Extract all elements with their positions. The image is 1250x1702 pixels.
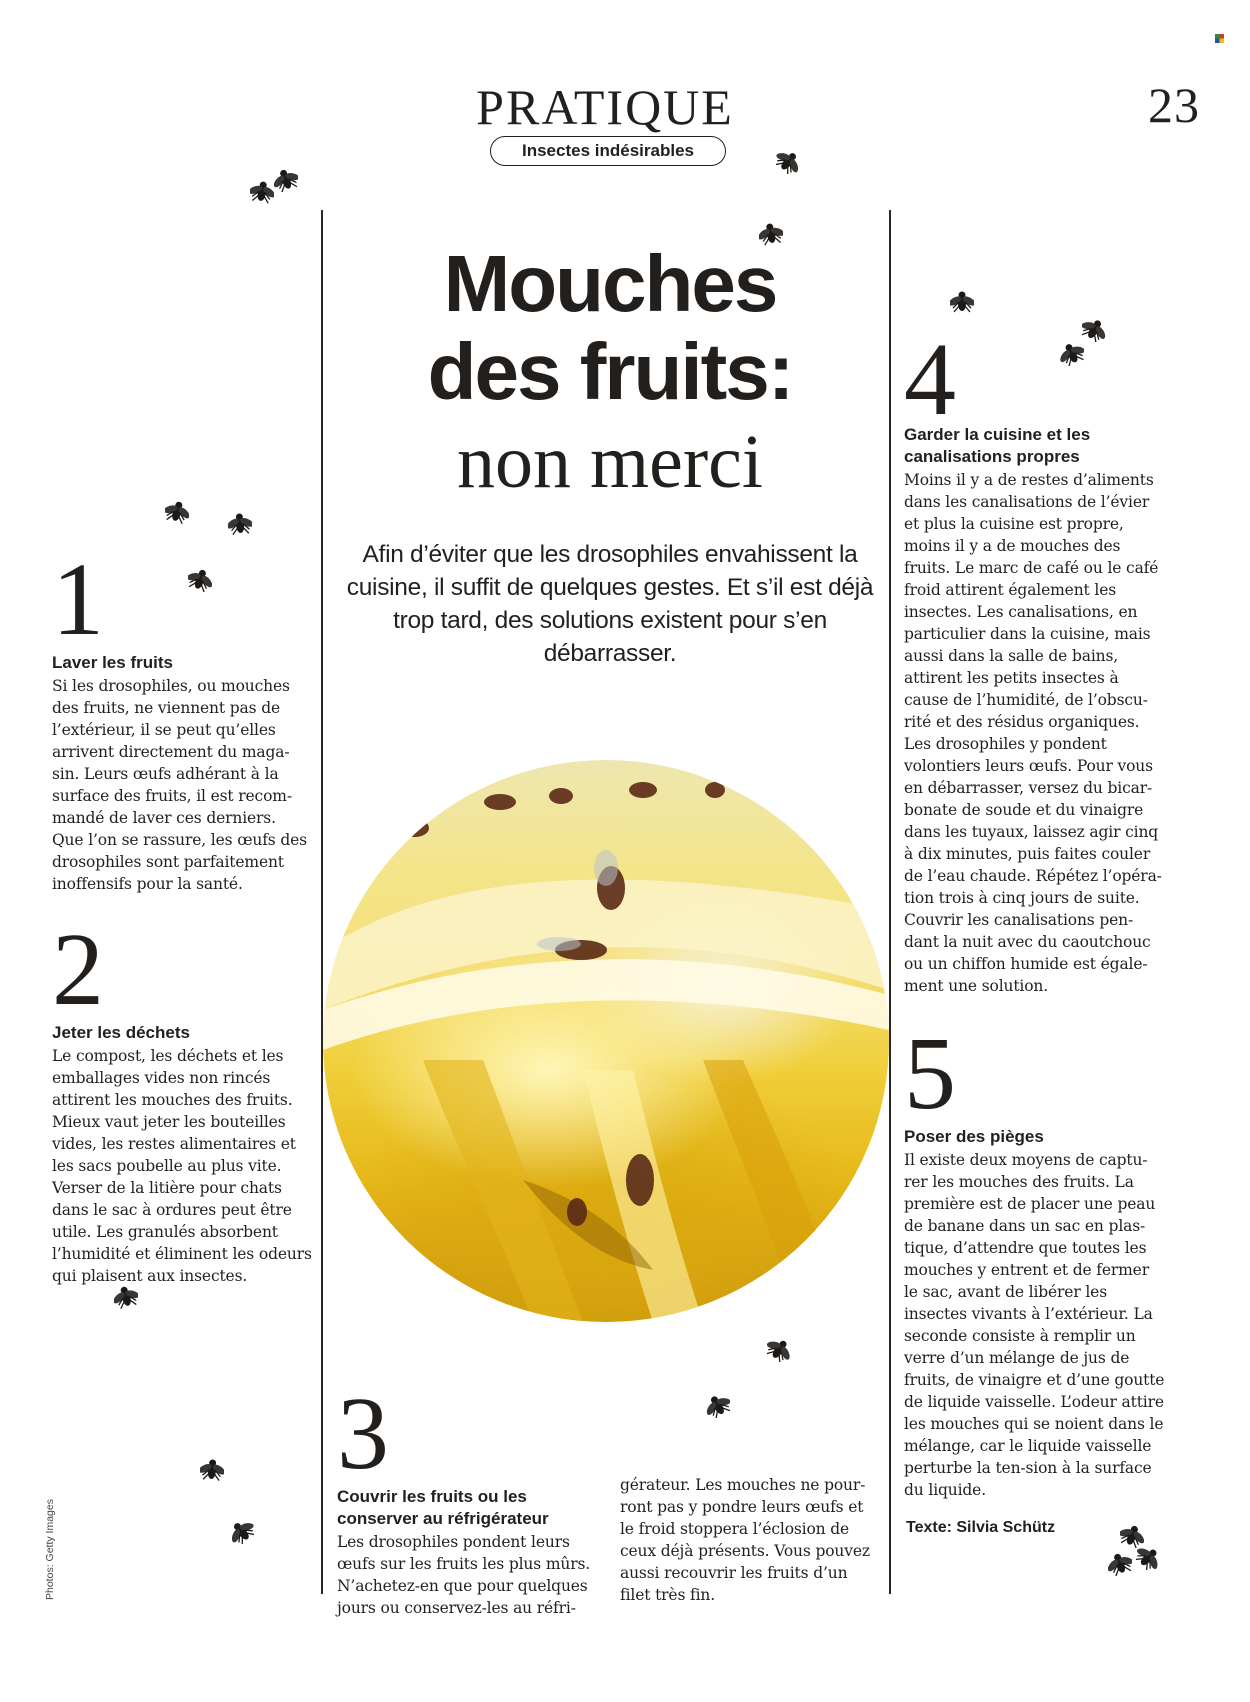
tip-3-body-col1: Les drosophiles pondent leurs œufs sur les fruits les plus mûrs. N’achetez-en que pour quelques jours ou conservez-les au réfri- bbox=[337, 1533, 591, 1617]
fly-icon bbox=[767, 1338, 791, 1362]
color-registration-mark bbox=[1215, 34, 1224, 43]
fly-icon bbox=[188, 568, 212, 592]
subsection-pill: Insectes indésirables bbox=[490, 136, 726, 166]
tip-1-body: Si les drosophiles, ou mouches des fruits, ne viennent pas de l’extérieur, il se peut qu’elles arrivent directement du maga-sin. Leurs œufs adhérant à la surface des fruits, il est recom-mandé de laver ces derniers. Que l’on se rassure, les œufs des drosophiles sont parfaitement inoffensifs pour la santé. bbox=[52, 677, 307, 893]
headline-line-1: Mouches bbox=[443, 239, 777, 328]
tip-5 bbox=[904, 1016, 1166, 1501]
tip-2 bbox=[52, 912, 314, 1287]
fly-icon bbox=[274, 168, 298, 192]
headline bbox=[330, 240, 890, 416]
headline-line-2: des fruits: bbox=[427, 327, 793, 416]
fly-icon bbox=[1082, 318, 1106, 342]
section-label: PRATIQUE bbox=[476, 79, 734, 135]
tip-3 bbox=[337, 1376, 599, 1619]
fly-icon bbox=[1120, 1524, 1144, 1548]
headline-subtitle: non merci bbox=[456, 420, 763, 504]
lead-paragraph: Afin d’éviter que les drosophiles envahissent la cuisine, il suffit de quelques gestes. Et s’il est déjà trop tard, des solutions existent pour s’en débarrasser. bbox=[346, 541, 874, 667]
tip-4 bbox=[904, 322, 1162, 997]
fly-icon bbox=[706, 1394, 730, 1418]
tip-5-body: Il existe deux moyens de captu-rer les mouches des fruits. La première est de placer une peau de banane dans un sac en plas-tique, d’attendre que toutes les mouches y entrent et de fermer le sac, avant de libérer les insectes vivants à l’extérieur. La seconde consiste à remplir un verre d’un mélange de jus de fruits, de vinaigre et d’une goutte de liquide vaisselle. L’odeur attire les mouches qui se noient dans le mélange, car le liquide vaisselle perturbe la ten-sion à la surface du liquide. bbox=[904, 1151, 1165, 1499]
tip-2-heading: Jeter les déchets bbox=[52, 1023, 190, 1042]
fly-icon bbox=[1060, 342, 1084, 366]
fly-icon bbox=[200, 1458, 224, 1482]
tip-1 bbox=[52, 542, 310, 895]
tip-5-heading: Poser des pièges bbox=[904, 1127, 1044, 1146]
fly-icon bbox=[1136, 1546, 1160, 1570]
lemon-with-fruit-flies-photo bbox=[323, 760, 889, 1322]
fly-icon bbox=[114, 1285, 138, 1309]
tip-4-body: Moins il y a de restes d’aliments dans les canalisations de l’évier et plus la cuisine est propre, moins il y a de mouches des fruits. Le marc de café ou le café froid attirent également les insectes. Les canalisations, en particulier dans la cuisine, mais aussi dans la salle de bains, attirent les petits insectes à cause de l’humidité, de l’obscu-rité et des résidus organiques. Les drosophiles y pondent volontiers leurs œufs. Pour vous en débarrasser, versez du bicar-bonate de soude et du vinaigre dans les tuyaux, laissez agir cinq à dix minutes, puis faites couler de l’eau chaude. Répétez l’opéra-tion trois à cinq jours de suite. Couvrir les canalisations pen-dant la nuit avec du caoutchouc ou un chiffon humide est égale-ment une solution. bbox=[904, 471, 1162, 995]
photo-credit: Photos: Getty Images bbox=[44, 1499, 56, 1600]
tip-4-heading: Garder la cuisine et les canalisations propres bbox=[904, 425, 1091, 466]
tip-4-number: 4 bbox=[904, 322, 956, 437]
page-number: 23 bbox=[1148, 77, 1200, 133]
fly-icon bbox=[165, 500, 189, 524]
tip-5-number: 5 bbox=[904, 1016, 956, 1131]
fly-icon bbox=[759, 222, 783, 246]
fly-icon bbox=[230, 1520, 254, 1544]
fly-icon bbox=[228, 512, 252, 536]
tip-3-body-col2: gérateur. Les mouches ne pour-ront pas y pondre leurs œufs et le froid stoppera l’éclosion de ceux déjà présents. Vous pouvez aussi recouvrir les fruits d’un filet très fin. bbox=[620, 1476, 870, 1604]
tip-3-heading: Couvrir les fruits ou les conserver au réfrigérateur bbox=[337, 1487, 549, 1528]
author-credit: Texte: Silvia Schütz bbox=[906, 1519, 1056, 1536]
tip-3-number: 3 bbox=[337, 1376, 389, 1491]
fly-icon bbox=[1108, 1552, 1132, 1576]
fly-icon bbox=[950, 290, 974, 314]
tip-1-number: 1 bbox=[52, 542, 104, 657]
fly-icon bbox=[250, 180, 274, 204]
tip-2-body: Le compost, les déchets et les emballages vides non rincés attirent les mouches des fruits. Mieux vaut jeter les bouteilles vides, les restes alimentaires et les sacs poubelle au plus vite. Verser de la litière pour chats dans le sac à ordures peut être utile. Les granulés absorbent l’humidité et éliminent les odeurs qui plaisent aux insectes. bbox=[52, 1047, 312, 1285]
fly-icon bbox=[776, 150, 800, 174]
tip-3-continued bbox=[620, 1474, 880, 1606]
tip-1-heading: Laver les fruits bbox=[52, 653, 173, 672]
tip-2-number: 2 bbox=[52, 912, 104, 1027]
